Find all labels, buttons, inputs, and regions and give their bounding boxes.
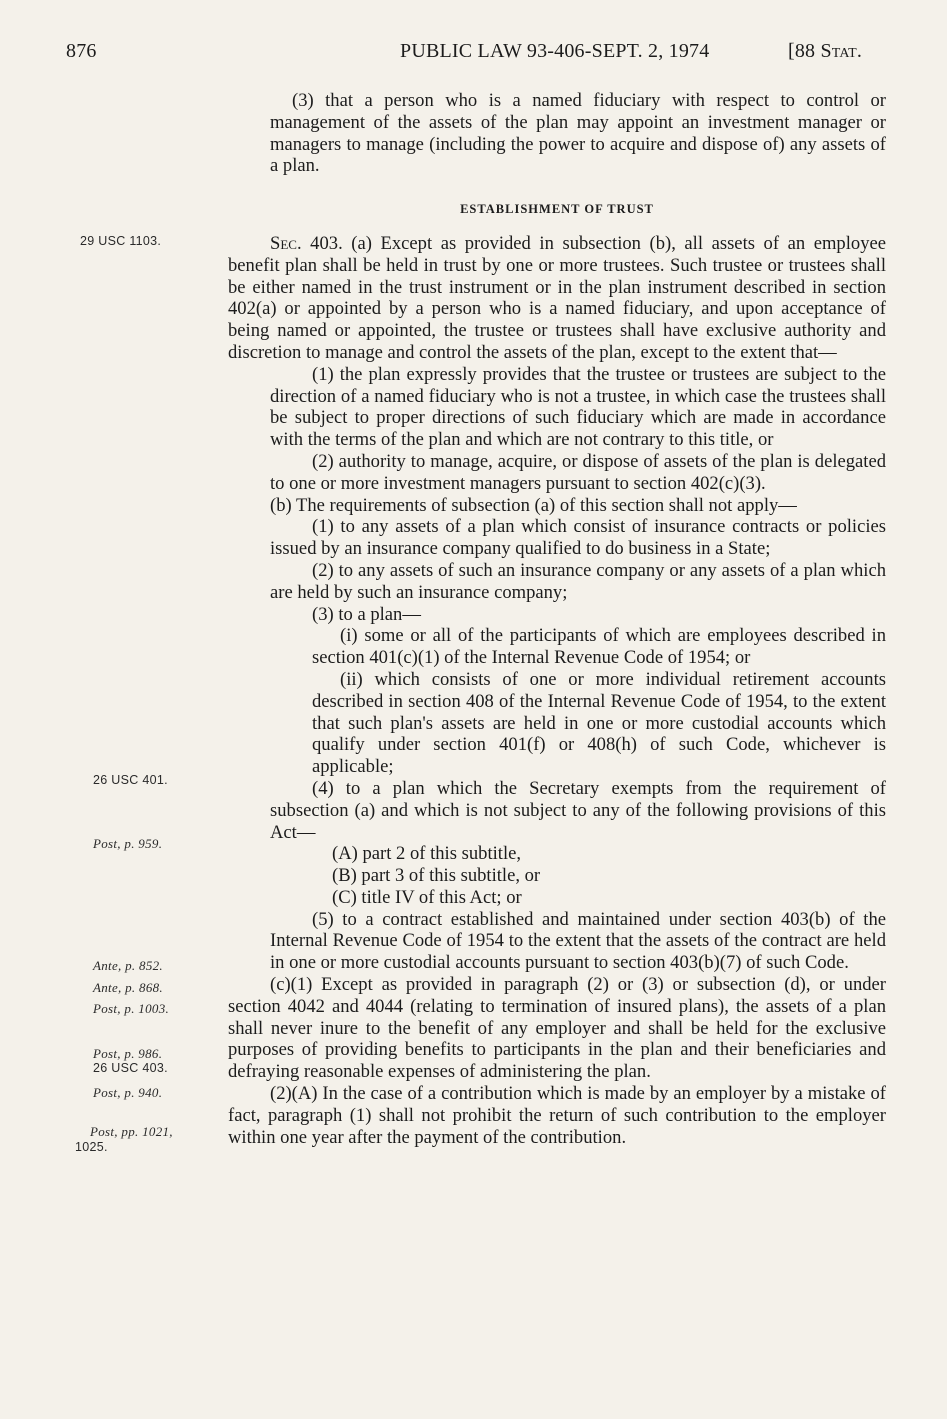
section-heading: ESTABLISHMENT OF TRUST (460, 202, 654, 217)
paragraph-a1: (1) the plan expressly provides that the trustee or trustees are subject to the direction of a named fiduciary who is not a trustee, in which case the trustees shall be subject to proper directions of such fiduciary which are made in accordance with the terms of the plan and which are not contrary to this title, or (270, 363, 886, 451)
margin-note-1025: 1025. (75, 1140, 108, 1154)
running-title: PUBLIC LAW 93-406-SEPT. 2, 1974 (400, 40, 710, 62)
margin-note-post-940: Post, p. 940. (93, 1085, 163, 1100)
paragraph-intro-3: (3) that a person who is a named fiduciary with respect to control or management of the assets of the plan may appoint an investment manager or managers to manage (including the power to acquire and dispose of) any assets of a plan. (270, 90, 886, 177)
page-number: 876 (66, 40, 97, 62)
margin-note-post-1003: Post, p. 1003. (93, 1001, 170, 1016)
margin-note-post-1021: Post, pp. 1021, (90, 1124, 173, 1139)
paragraph-b3: (3) to a plan— (312, 603, 421, 625)
paragraph-b4-C: (C) title IV of this Act; or (332, 886, 522, 908)
paragraph-b5: (5) to a contract established and maintained under section 403(b) of the Internal Revenue Code of 1954 to the extent that the assets of the contract are held in one or more custodial accounts pursuant to section 403(b)(7) of such Code. (270, 908, 886, 974)
paragraph-b3-i: (i) some or all of the participants of which are employees described in section 401(c)(1) of the Internal Revenue Code of 1954; or (312, 625, 886, 669)
margin-note-26-usc-403: 26 USC 403. (93, 1061, 168, 1075)
paragraph-b2: (2) to any assets of such an insurance company or any assets of a plan which are held by such an insurance company; (270, 559, 886, 603)
section-403-a-text: (a) Except as provided in subsection (b), all assets of an employee benefit plan shall be held in trust by one or more trustees. Such trustee or trustees shall be either named in the trust instrument or in the plan instrument described in section 402(a) or appointed by a person who is a named fiduciary, and upon acceptance of being named or appointed, the trustee or trustees shall have exclusive authority and discretion to manage and control the assets of the plan, except to the extent that— (228, 232, 886, 363)
paragraph-b1: (1) to any assets of a plan which consist of insurance contracts or policies issued by an insurance company qualified to do business in a State; (270, 516, 886, 560)
subsection-c2A: (2)(A) In the case of a contribution which is made by an employer by a mistake of fact, paragraph (1) shall not prohibit the return of such contribution to the employer within one year after the payment of the contribution. (228, 1083, 886, 1148)
margin-note-ante-852: Ante, p. 852. (93, 958, 163, 973)
paragraph-b3-ii: (ii) which consists of one or more individual retirement accounts described in section 408 of the Internal Revenue Code of 1954, to the extent that such plan's assets are held in one or more custodial accounts which qualify under section 401(f) or 408(h) of such Code, whichever is applicable; (312, 668, 886, 778)
body-text (228, 90, 886, 1148)
paragraph-b4: (4) to a plan which the Secretary exempts from the requirement of subsection (a) and which is not subject to any of the following provisions of this Act— (270, 777, 886, 843)
section-403-a (228, 233, 886, 364)
subsection-c1: (c)(1) Except as provided in paragraph (2) or (3) or subsection (d), or under section 4042 and 4044 (relating to termination of insured plans), the assets of a plan shall never inure to the benefit of any employer and shall be held for the exclusive purposes of providing benefits to participants in the plan and their beneficiaries and defraying reasonable expenses of administering the plan. (228, 974, 886, 1083)
margin-note-29-usc-1103: 29 USC 1103. (80, 234, 162, 248)
margin-note-26-usc-401: 26 USC 401. (93, 773, 168, 787)
section-label: Sec. 403. (270, 232, 343, 254)
margin-note-ante-868: Ante, p. 868. (93, 980, 163, 995)
subsection-b: (b) The requirements of subsection (a) of this section shall not apply— (270, 494, 797, 516)
paragraph-b4-B: (B) part 3 of this subtitle, or (332, 865, 541, 887)
paragraph-b4-A: (A) part 2 of this subtitle, (332, 843, 522, 865)
margin-note-post-959: Post, p. 959. (93, 836, 163, 851)
statute-reference: [88 Stat. (788, 40, 863, 62)
margin-note-post-986: Post, p. 986. (93, 1046, 163, 1061)
paragraph-a2: (2) authority to manage, acquire, or dispose of assets of the plan is delegated to one or more investment managers pursuant to section 402(c)(3). (270, 450, 886, 494)
